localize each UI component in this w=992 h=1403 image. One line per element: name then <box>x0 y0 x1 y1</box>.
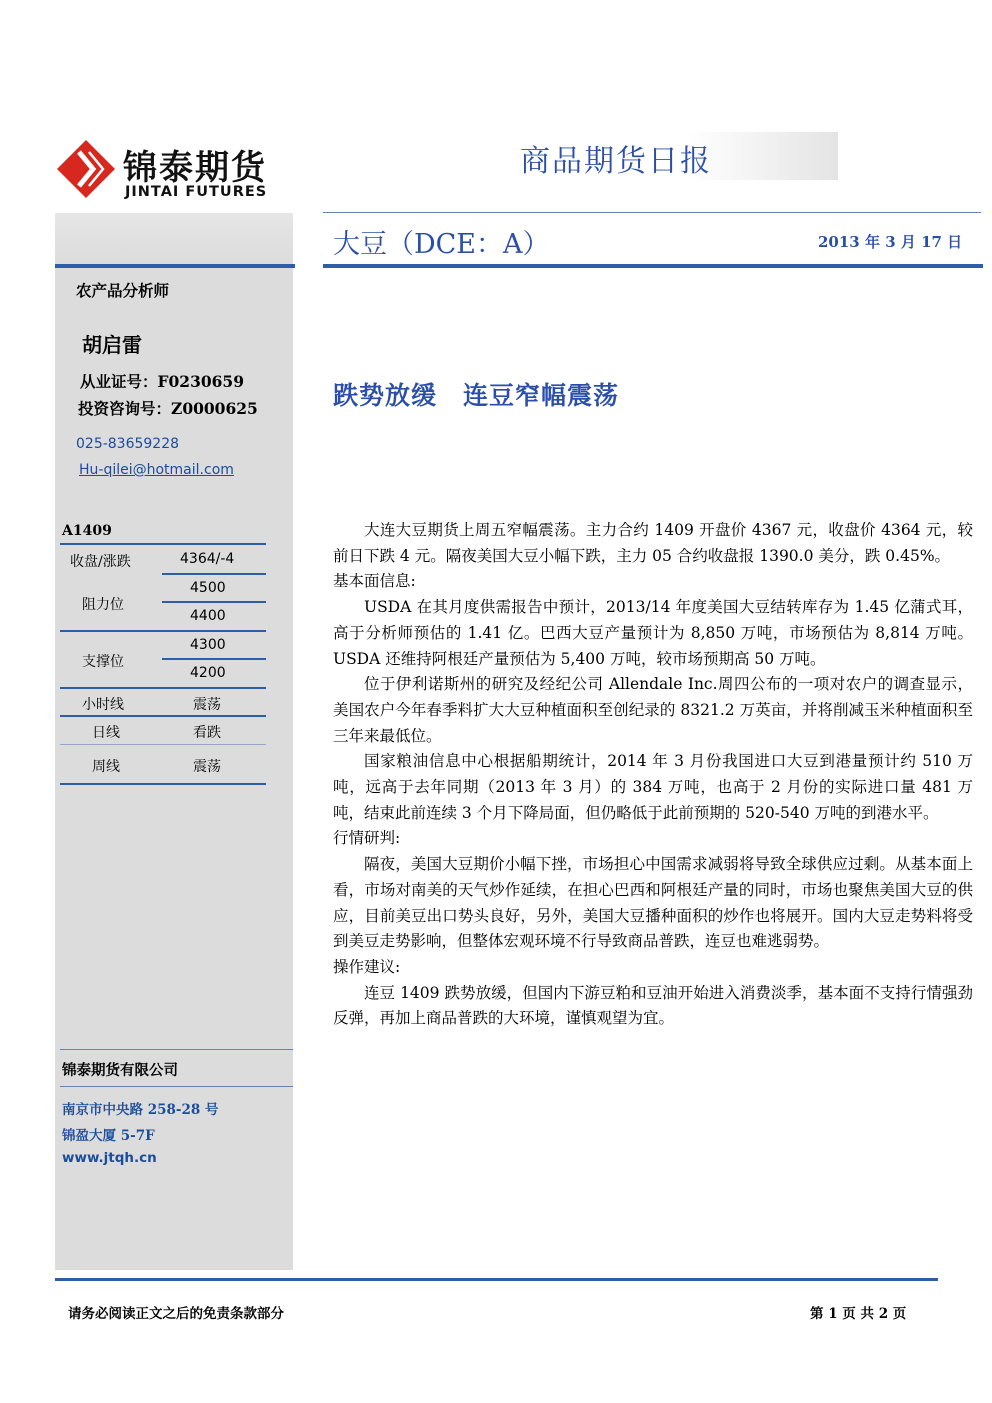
header-blue-rule <box>323 264 983 268</box>
analyst-email-link[interactable]: Hu-qilei@hotmail.com <box>79 462 234 478</box>
logo-english-name: JINTAI FUTURES <box>125 184 268 200</box>
section-heading: 行情研判: <box>333 829 401 848</box>
sidebar-header-shade <box>55 213 293 263</box>
footer-disclaimer: 请务必阅读正文之后的免责条款部分 <box>68 1306 284 1322</box>
table-rule <box>60 744 266 745</box>
resistance-value-1: 4500 <box>190 580 226 596</box>
analyst-license: 从业证号：F0230659 <box>80 372 244 391</box>
contract-title: A1409 <box>62 523 112 539</box>
company-rule <box>60 1086 293 1087</box>
table-rule <box>60 687 266 689</box>
report-title-block <box>520 132 840 182</box>
company-logo <box>55 138 300 208</box>
resistance-label: 阻力位 <box>82 597 124 613</box>
table-rule <box>60 715 266 717</box>
body-paragraph: 国家粮油信息中心根据船期统计，2014 年 3 月份我国进口大豆到港量预计约 510 万吨，远高于去年同期（2013 年 3 月）的 384 万吨，也高于 2 月份的实际进口量 481 万吨，结束此前连续 3 个月下降局面，但仍略低于此前预期的 520-540 万吨的到港水平。 <box>333 752 973 822</box>
table-top-rule <box>60 543 266 545</box>
body-paragraph: 隔夜，美国大豆期价小幅下挫，市场担心中国需求减弱将导致全球供应过剩。从基本面上看，市场对南美的天气炒作延续，在担心巴西和阿根廷产量的同时，市场也聚焦美国大豆的供应，目前美豆出口势头良好，另外，美国大豆播种面积的炒作也将展开。国内大豆走势料将受到美豆走势影响，但整体宏观环境不行导致商品普跌，连豆也难逃弱势。 <box>333 855 973 951</box>
section-heading: 基本面信息: <box>333 572 416 591</box>
body-paragraph: USDA 在其月度供需报告中预计，2013/14 年度美国大豆结转库存为 1.45 亿蒲式耳，高于分析师预估的 1.41 亿。巴西大豆产量预计为 8,850 万吨，市场预估为 8,814 万吨。USDA 还维持阿根廷产量预估为 5,400 万吨，较市场预期高 50 万吨。 <box>333 598 973 668</box>
analyst-role: 农产品分析师 <box>76 281 170 300</box>
logo-chinese-name: 锦泰期货 <box>123 148 267 188</box>
table-bottom-rule <box>60 783 266 785</box>
section-heading: 操作建议: <box>333 957 401 976</box>
sidebar-top-rule <box>55 264 295 268</box>
company-website-link[interactable]: www.jtqh.cn <box>62 1150 157 1166</box>
article-body <box>333 518 973 1032</box>
body-paragraph: 连豆 1409 跌势放缓，但国内下游豆粕和豆油开始进入消费淡季，基本面不支持行情强劲反弹，再加上商品普跌的大环境，谨慎观望为宜。 <box>333 983 973 1028</box>
analyst-name: 胡启雷 <box>82 333 142 357</box>
footer-page-number: 第 1 页 共 2 页 <box>810 1306 907 1322</box>
close-value: 4364/-4 <box>180 551 235 567</box>
table-rule <box>162 601 266 603</box>
report-date: 2013 年 3 月 17 日 <box>818 233 963 251</box>
body-paragraph: 位于伊利诺斯州的研究及经纪公司 Allendale Inc.周四公布的一项对农户的调查显示，美国农户今年春季料扩大大豆种植面积至创纪录的 8321.2 万英亩，并将削减玉米种植面积至三年来最低位。 <box>333 675 973 745</box>
article-headline: 跌势放缓 连豆窄幅震荡 <box>333 381 620 410</box>
jintai-logo-icon <box>55 138 117 200</box>
support-value-1: 4300 <box>190 637 226 653</box>
support-value-2: 4200 <box>190 665 226 681</box>
footer-rule <box>55 1278 938 1281</box>
resistance-value-2: 4400 <box>190 608 226 624</box>
hourly-value: 震荡 <box>193 697 221 713</box>
table-rule <box>162 573 266 575</box>
close-label: 收盘/涨跌 <box>70 554 131 570</box>
table-rule <box>162 658 266 660</box>
company-rule <box>60 1049 293 1050</box>
table-rule <box>60 630 266 632</box>
weekly-label: 周线 <box>92 759 120 775</box>
daily-value: 看跌 <box>193 725 221 741</box>
company-address-line1: 南京市中央路 258-28 号 <box>62 1102 219 1118</box>
analyst-phone: 025-83659228 <box>76 436 180 452</box>
company-name: 锦泰期货有限公司 <box>62 1062 178 1079</box>
body-paragraph: 大连大豆期货上周五窄幅震荡。主力合约 1409 开盘价 4367 元，收盘价 4364 元，较前日下跌 4 元。隔夜美国大豆小幅下跌，主力 05 合约收盘报 1390.0 美分，跌 0.45%。 <box>333 521 973 565</box>
company-address-line2: 锦盈大厦 5-7F <box>62 1128 155 1144</box>
variety-title: 大豆（DCE：A） <box>333 229 550 260</box>
header-thin-rule <box>323 212 981 213</box>
daily-label: 日线 <box>92 725 120 741</box>
analyst-consult-number: 投资咨询号：Z0000625 <box>78 399 258 418</box>
report-title: 商品期货日报 <box>520 144 712 179</box>
support-label: 支撑位 <box>82 654 124 670</box>
weekly-value: 震荡 <box>193 759 221 775</box>
hourly-label: 小时线 <box>82 697 124 713</box>
